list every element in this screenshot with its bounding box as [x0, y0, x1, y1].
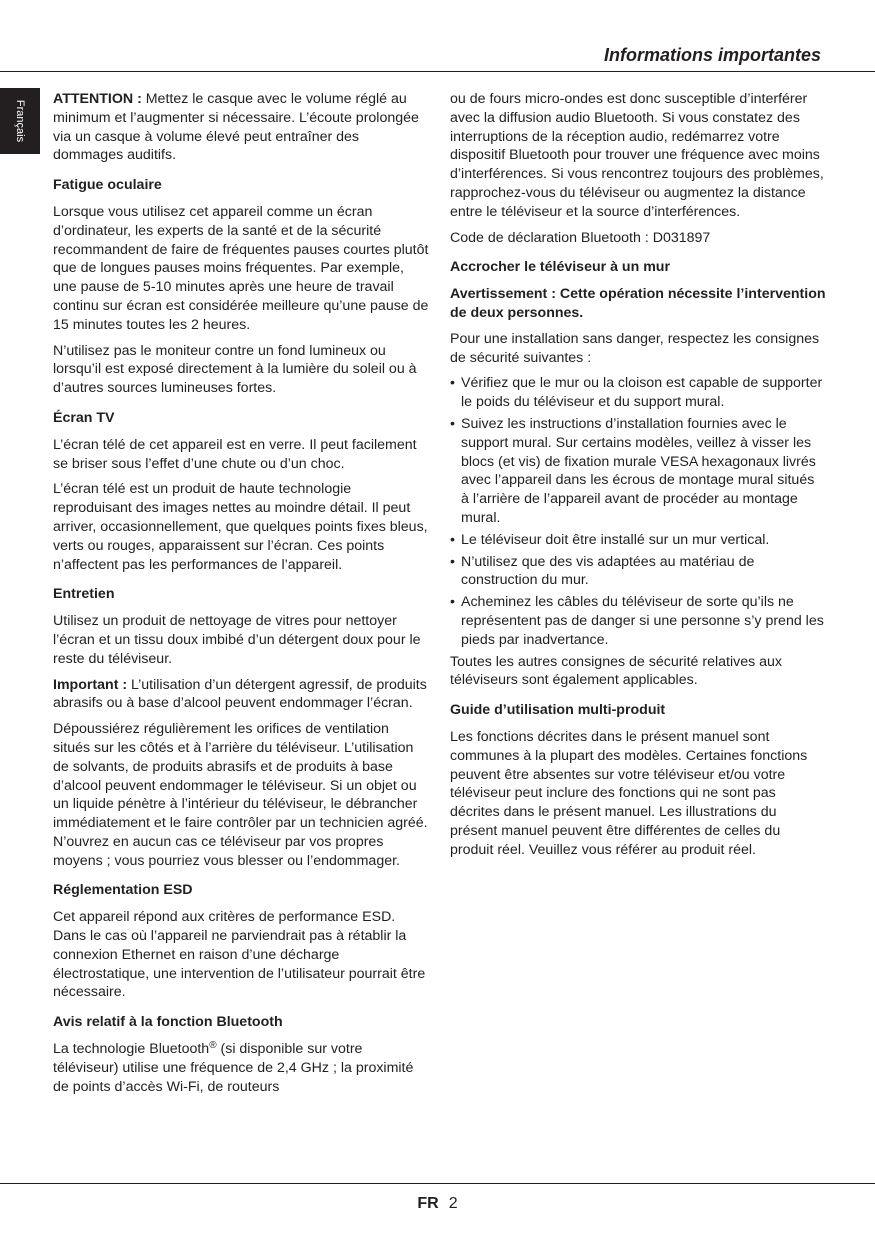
maintenance-paragraph-3: Dépoussiérez régulièrement les orifices de ventilation situés sur les côtés et à l’arrière du téléviseur. L’utilisation de solvants, de produits abrasifs et de produits à base d’alcool peuvent endommager le téléviseur. Si un objet ou un liquide pénètre à l’intérieur du téléviseur, le débrancher immédiatement et le faire contrôler par un technicien agréé. N’ouvrez en aucun cas ce téléviseur par vos propres moyens ; vous pourriez vous blesser ou l’endommager.	[53, 721, 428, 869]
page-footer	[0, 1195, 875, 1213]
bluetooth-text-end: (si disponible sur votre téléviseur) utilise une fréquence de 2,4 GHz ; la proximité de points d’accès Wi-Fi, de routeurs	[53, 1041, 414, 1095]
bluetooth-text-start: La technologie Bluetooth	[53, 1041, 210, 1058]
left-column	[53, 90, 429, 1103]
language-tab-label: Français	[14, 99, 26, 143]
footer-language-code: FR	[417, 1195, 439, 1212]
section-title-tv-screen: Écran TV	[53, 409, 115, 426]
wall-mount-intro: Pour une installation sans danger, respectez les consignes de sécurité suivantes :	[450, 330, 820, 366]
section-title-bluetooth: Avis relatif à la fonction Bluetooth	[53, 1014, 283, 1031]
wall-mount-warning: Avertissement : Cette opération nécessite l’intervention de deux personnes.	[450, 286, 826, 321]
attention-label: ATTENTION :	[53, 91, 142, 107]
eye-paragraph-2: N’utilisez pas le moniteur contre un fond lumineux ou lorsqu’il est exposé directement à la lumière du soleil ou à d’autres sources lumineuses fortes.	[53, 342, 417, 397]
eye-paragraph-1: Lorsque vous utilisez cet appareil comme un écran d’ordinateur, les experts de la santé et de la sécurité recommandent de faire de fréquentes pauses courtes plutôt que de longues pauses moins fréquentes. Par exemple, une pause de 5-10 minutes après une heure de travail continu sur écran est considérée meilleure qu’une pause de 15 minutes toutes les 2 heures.	[53, 203, 429, 333]
page-number: 2	[448, 1195, 458, 1212]
language-tab	[0, 88, 40, 154]
bluetooth-paragraph	[53, 1040, 429, 1096]
guide-paragraph: Les fonctions décrites dans le présent manuel sont communes à la plupart des modèles. Certaines fonctions peuvent être absentes sur votre téléviseur et/ou votre téléviseur peut inclure des fonctions qui ne sont pas décrites dans le présent manuel. Les illustrations du présent manuel peuvent être différentes de celles du produit réel. Veuillez vous référer au produit réel.	[450, 728, 808, 858]
wall-mount-outro: Toutes les autres consignes de sécurité relatives aux téléviseurs sont également applicables.	[450, 653, 783, 689]
screen-paragraph-2: L’écran télé est un produit de haute technologie reproduisant des images nettes au moindre détail. Il peut arriver, occasionnellement, que quelques points fixes bleus, verts ou rouges, apparaissent sur l’écran. Ces points n’affectent pas les performances de l’appareil.	[53, 481, 428, 573]
list-item: • Vérifiez que le mur ou la cloison est capable de supporter le poids du téléviseur et du support mural.	[450, 374, 826, 412]
list-item: • N’utilisez que des vis adaptées au matériau de construction du mur.	[450, 553, 826, 591]
important-paragraph	[53, 676, 429, 714]
section-title-eye-strain: Fatigue oculaire	[53, 177, 162, 194]
section-title-esd: Réglementation ESD	[53, 882, 193, 899]
list-item: • Le téléviseur doit être installé sur un mur vertical.	[450, 531, 826, 550]
section-title-maintenance: Entretien	[53, 586, 115, 603]
page-header-title: Informations importantes	[603, 45, 821, 65]
section-title-multi-product-guide: Guide d’utilisation multi-produit	[450, 702, 666, 719]
list-item: • Acheminez les câbles du téléviseur de sorte qu’ils ne représentent pas de danger si une personne s’y prend les pieds par inadvertance.	[450, 593, 826, 649]
attention-text: Mettez le casque avec le volume réglé au minimum et l’augmenter si nécessaire. L’écoute prolongée via un casque à volume élevé peut entraîner des dommages auditifs.	[53, 91, 419, 164]
section-title-wall-mount: Accrocher le téléviseur à un mur	[450, 259, 670, 276]
header-divider	[0, 71, 875, 72]
registered-mark: ®	[209, 1040, 217, 1052]
footer-divider	[0, 1183, 875, 1184]
attention-paragraph	[53, 90, 429, 165]
esd-paragraph: Cet appareil répond aux critères de performance ESD. Dans le cas où l’appareil ne parviendrait pas à rétablir la connexion Ethernet en raison d’une décharge électrostatique, une intervention de l’utilisateur pourrait être nécessaire.	[53, 909, 426, 1001]
wall-mount-safety-list	[450, 374, 826, 649]
maintenance-paragraph-1: Utilisez un produit de nettoyage de vitres pour nettoyer l’écran et un tissu doux imbibé d’un détergent doux pour le reste du téléviseur.	[53, 613, 421, 667]
important-text: L’utilisation d’un détergent agressif, de produits abrasifs ou à base d’alcool peuvent endommager l’écran.	[53, 676, 427, 712]
bluetooth-continued-paragraph: ou de fours micro-ondes est donc susceptible d’interférer avec la diffusion audio Bluetooth. Si vous constatez des interruptions de la réception audio, redémarrez votre dispositif Bluetooth pour trouver une fréquence avec moins d’interférences. Si vous rencontrez toujours des problèmes, rapprochez-vous du téléviseur ou augmentez la distance entre le téléviseur et la source d’interférences.	[450, 91, 824, 220]
screen-paragraph-1: L’écran télé de cet appareil est en verre. Il peut facilement se briser sous l’effet d’une chute ou d’un choc.	[53, 436, 417, 472]
right-column	[450, 90, 826, 866]
important-label: Important :	[53, 676, 128, 693]
bluetooth-declaration-code: Code de déclaration Bluetooth : D031897	[450, 229, 711, 246]
list-item: • Suivez les instructions d’installation fournies avec le support mural. Sur certains modèles, veillez à visser les blocs (et vis) de fixation murale VESA hexagonaux livrés avec l’appareil dans les écrous de montage mural situés à l’arrière de l’appareil avant de procéder au montage mural.	[450, 415, 826, 528]
